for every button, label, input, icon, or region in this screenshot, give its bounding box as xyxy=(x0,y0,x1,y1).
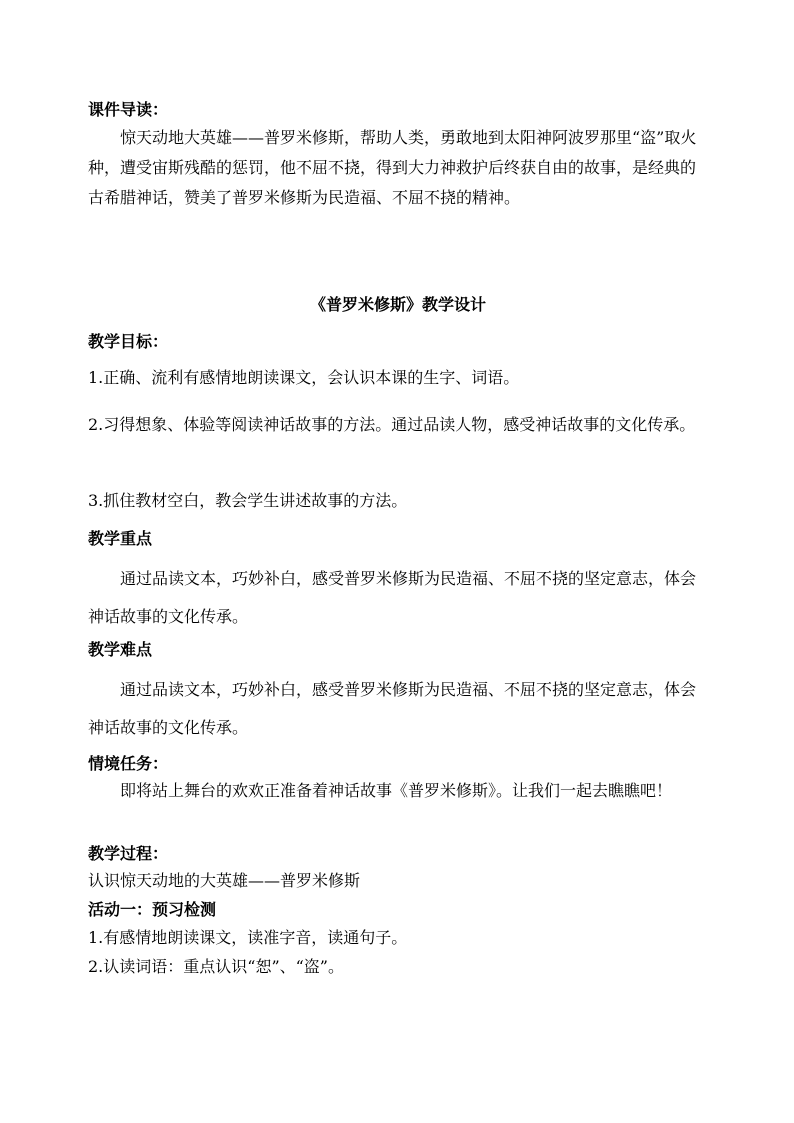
situation-paragraph: 即将站上舞台的欢欢正准备着神话故事《普罗米修斯》。让我们一起去瞧瞧吧！ xyxy=(120,781,673,800)
intro-paragraph: 惊天动地大英雄——普罗米修斯，帮助人类，勇敢地到太阳神阿波罗那里“盗”取火种，遭受宙斯残酷的惩罚，他不屈不挠，得到大力神救护后终获自由的故事，是经典的古希腊神话，赞美了普罗米修斯为民造福、不屈不挠的精神。 xyxy=(88,128,697,207)
difficulties-heading: 教学难点 xyxy=(88,640,153,659)
goals-heading: 教学目标： xyxy=(88,332,169,351)
goal-item-2: 2.习得想象、体验等阅读神话故事的方法。通过品读人物，感受神话故事的文化传承。 xyxy=(88,415,696,434)
intro-heading: 课件导读： xyxy=(88,100,169,119)
key-points-heading: 教学重点 xyxy=(88,529,153,548)
goal-item-3: 3.抓住教材空白，教会学生讲述故事的方法。 xyxy=(88,491,408,510)
activity-step-1: 1.有感情地朗读课文，读准字音，读通句子。 xyxy=(88,928,408,947)
activity-step-2: 2.认读词语：重点认识“恕”、“盗”。 xyxy=(88,957,344,976)
process-subtitle: 认识惊天动地的大英雄——普罗米修斯 xyxy=(88,871,361,890)
document-title: 《普罗米修斯》教学设计 xyxy=(309,295,486,314)
goal-item-1: 1.正确、流利有感情地朗读课文，会认识本课的生字、词语。 xyxy=(88,368,520,387)
activity-1-heading: 活动一：预习检测 xyxy=(88,900,217,919)
situation-heading: 情境任务： xyxy=(88,754,169,773)
process-heading: 教学过程： xyxy=(88,844,169,863)
key-points-paragraph: 通过品读文本，巧妙补白，感受普罗米修斯为民造福、不屈不挠的坚定意志，体会神话故事的文化传承。 xyxy=(88,569,697,626)
difficulties-paragraph: 通过品读文本，巧妙补白，感受普罗米修斯为民造福、不屈不挠的坚定意志，体会神话故事的文化传承。 xyxy=(88,680,697,737)
